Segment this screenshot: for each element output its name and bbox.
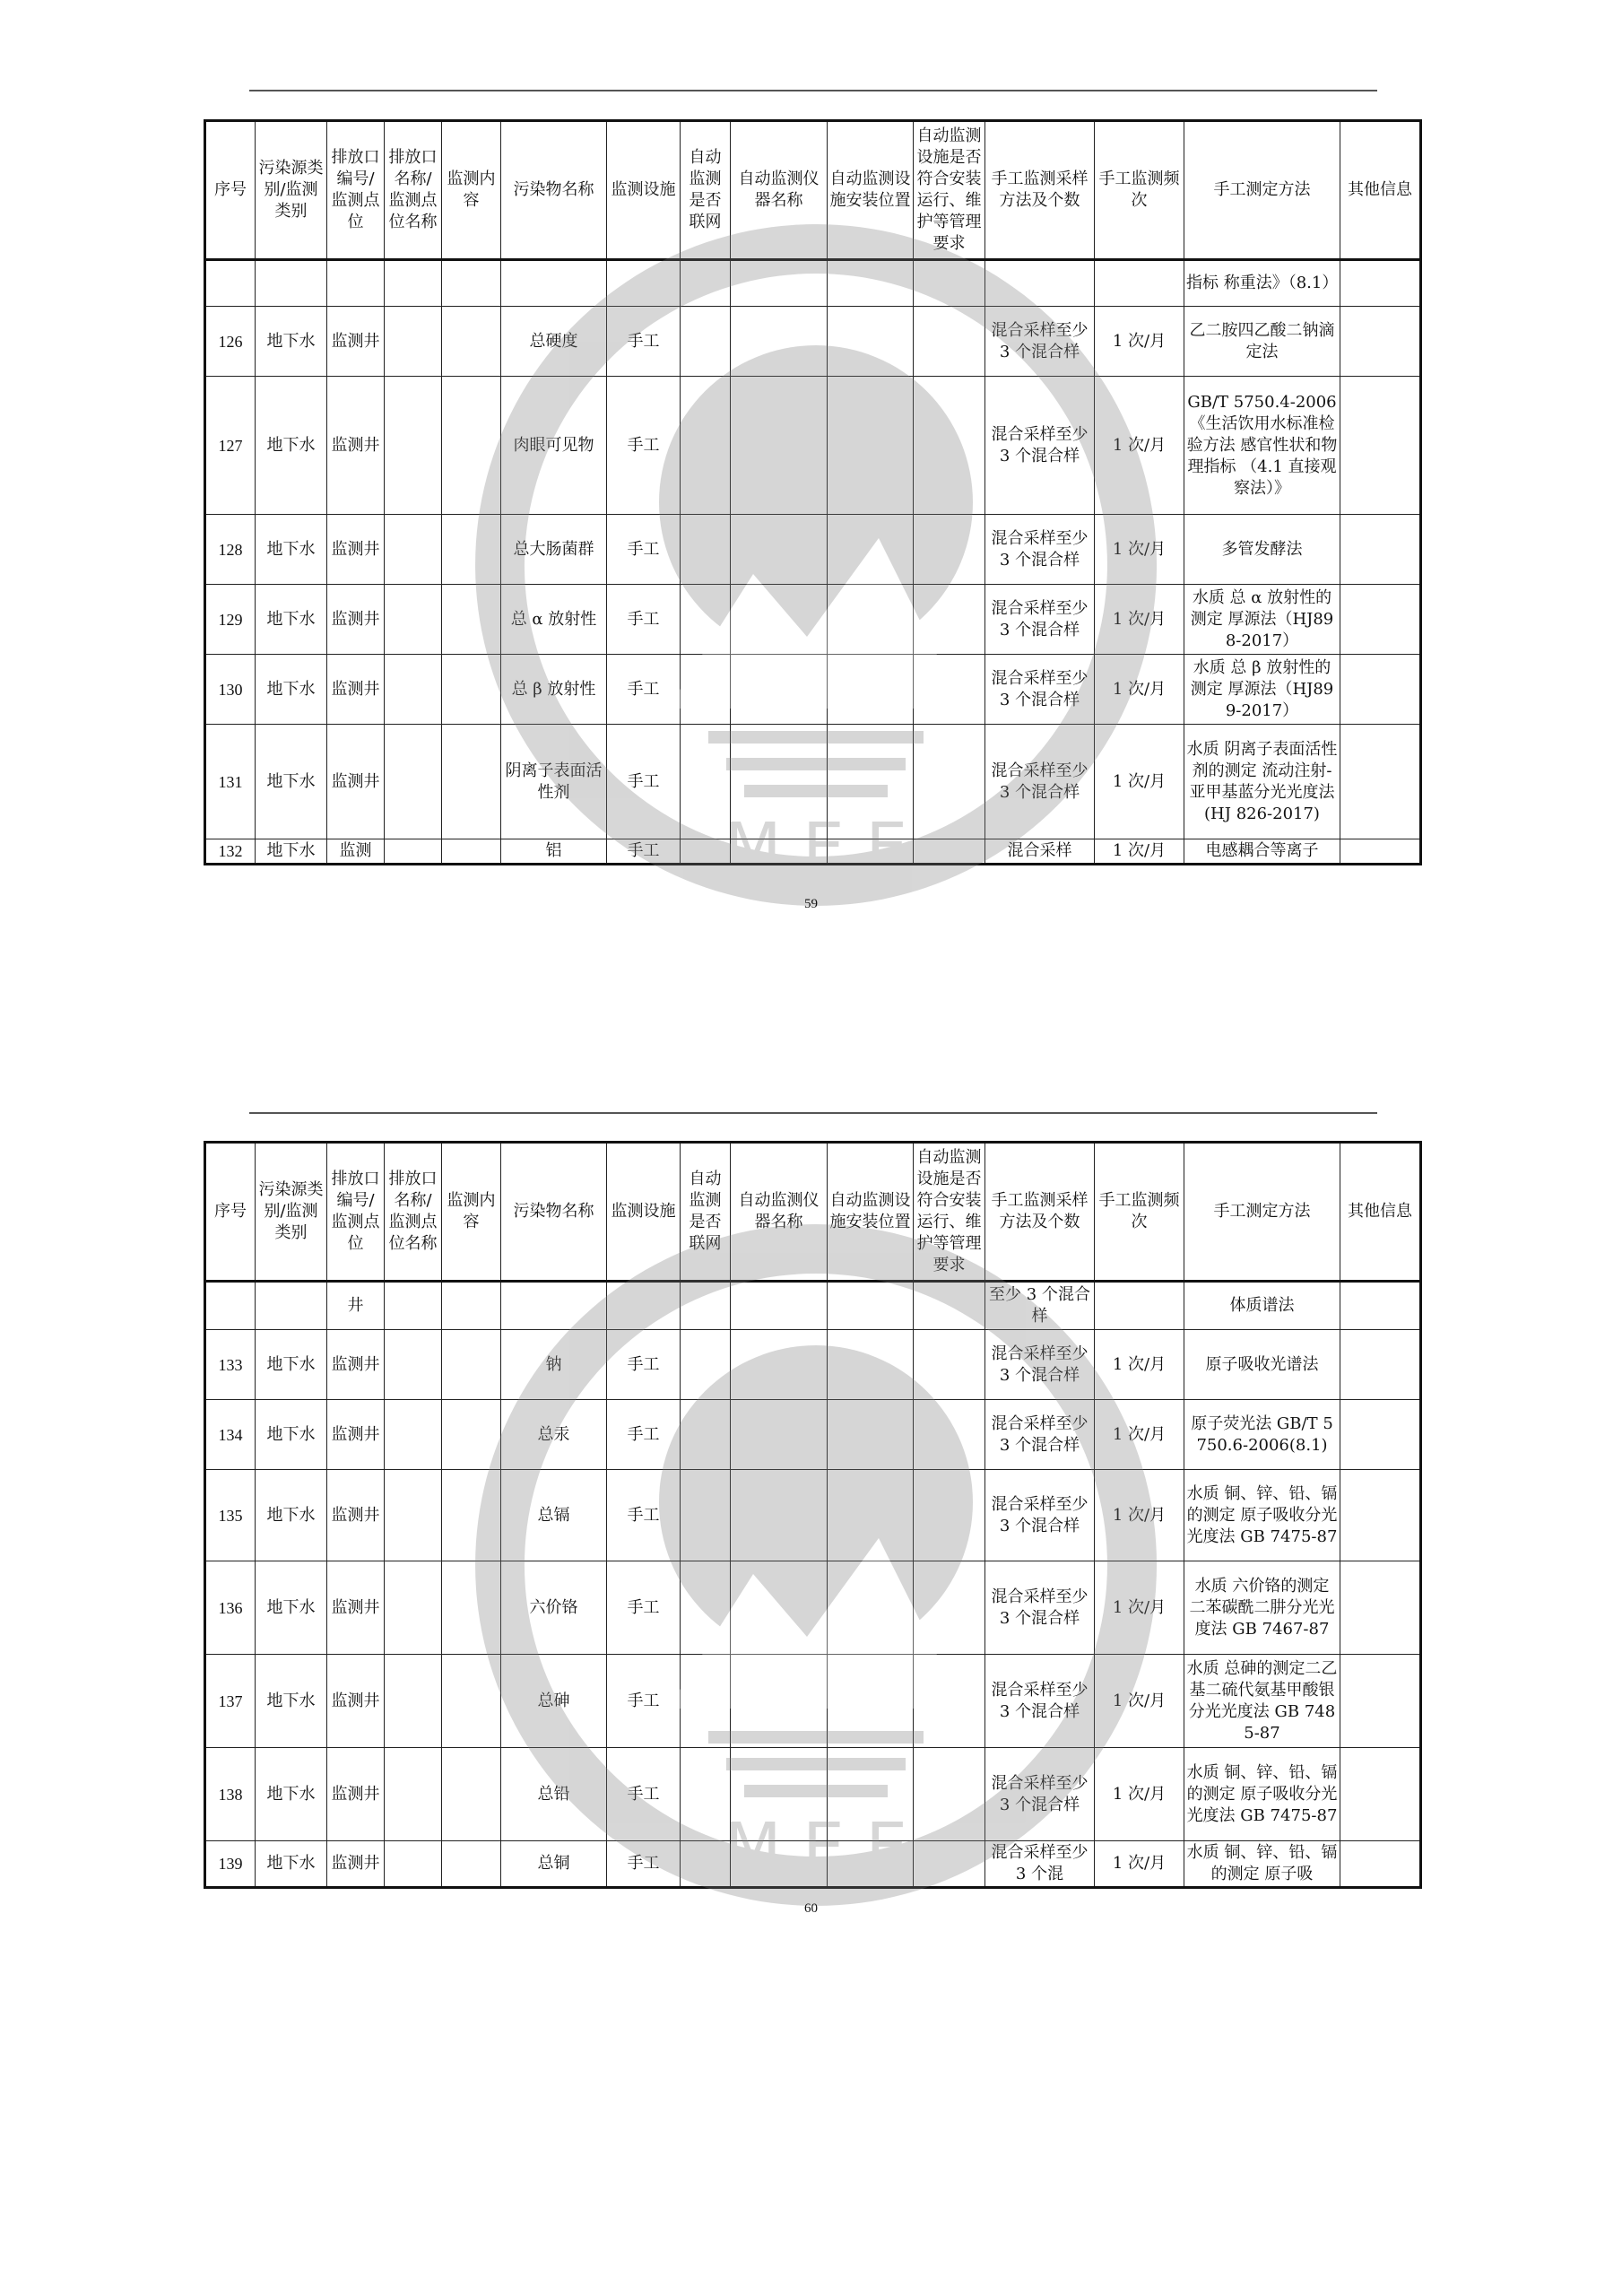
col-header: 其他信息 [1340,121,1421,260]
cell-pollutant: 总硬度 [501,307,607,377]
watermark-text: M E E [724,1809,908,1886]
cell-frequency: 1 次/月 [1095,1400,1184,1470]
cell-method: 指标 称重法》（8.1） [1184,260,1340,307]
cell-method: 原子吸收光谱法 [1184,1330,1340,1400]
table-row [205,307,1421,377]
page-60 [0,1112,1622,2296]
cell-no: 127 [205,377,256,515]
cell-method: 水质 六价铬的测定 二苯碳酰二肼分光光度法 GB 7467-87 [1184,1561,1340,1655]
col-header: 序号 [205,121,256,260]
cell-facility: 手工 [607,725,681,839]
cell-facility: 手工 [607,377,681,515]
col-header: 自动监测仪器名称 [731,121,828,260]
col-header: 手工监测采样方法及个数 [985,1143,1095,1282]
cell-sampling: 混合采样至少 3 个混合样 [985,307,1095,377]
col-header: 污染源类别/监测类别 [256,121,327,260]
cell-pollutant: 六价铬 [501,1561,607,1655]
col-header: 手工监测频次 [1095,1143,1184,1282]
col-header: 监测内容 [442,121,501,260]
cell-method: 水质 铜、锌、铅、镉的测定 原子吸收分光光度法 GB 7475-87 [1184,1470,1340,1561]
table-row [205,1841,1421,1888]
cell-method: 水质 铜、锌、铅、镉的测定 原子吸 [1184,1841,1340,1888]
cell-facility: 手工 [607,1470,681,1561]
col-header: 监测内容 [442,1143,501,1282]
cell-pollutant: 总铅 [501,1748,607,1841]
cell-no: 134 [205,1400,256,1470]
col-header: 监测设施 [607,121,681,260]
cell-category: 地下水 [256,1841,327,1888]
cell-sampling: 混合采样至少 3 个混合样 [985,515,1095,585]
table-row [205,585,1421,655]
cell-facility: 手工 [607,1841,681,1888]
cell-point: 监测井 [327,515,385,585]
table-row [205,1748,1421,1841]
cell-category: 地下水 [256,585,327,655]
cell-pollutant: 总大肠菌群 [501,515,607,585]
col-header: 手工监测频次 [1095,121,1184,260]
cell-method: 多管发酵法 [1184,515,1340,585]
col-header: 其他信息 [1340,1143,1421,1282]
cell-pollutant: 总镉 [501,1470,607,1561]
cell-category: 地下水 [256,655,327,725]
col-header: 自动监测是否联网 [681,1143,731,1282]
cell-point: 井 [327,1282,385,1330]
table-header [205,121,1421,260]
cell-sampling: 混合采样至少 3 个混合样 [985,585,1095,655]
cell-facility: 手工 [607,1561,681,1655]
cell-no: 139 [205,1841,256,1888]
cell-frequency: 1 次/月 [1095,1841,1184,1888]
cell-sampling: 混合采样至少 3 个混合样 [985,1330,1095,1400]
cell-no: 131 [205,725,256,839]
cell-method: 水质 总 α 放射性的测定 厚源法（HJ898-2017） [1184,585,1340,655]
cell-pollutant: 总砷 [501,1655,607,1748]
cell-pollutant: 总 β 放射性 [501,655,607,725]
col-header: 污染物名称 [501,1143,607,1282]
cell-no: 133 [205,1330,256,1400]
cell-facility: 手工 [607,1400,681,1470]
cell-facility: 手工 [607,307,681,377]
monitoring-table [204,1141,1422,1889]
cell-pollutant: 钠 [501,1330,607,1400]
cell-no: 135 [205,1470,256,1561]
cell-no: 130 [205,655,256,725]
col-header: 手工测定方法 [1184,1143,1340,1282]
col-header: 序号 [205,1143,256,1282]
cell-category: 地下水 [256,1655,327,1748]
cell-point: 监测井 [327,1470,385,1561]
cell-category: 地下水 [256,307,327,377]
cell-category: 地下水 [256,725,327,839]
cell-sampling: 混合采样至少 3 个混合样 [985,655,1095,725]
table-row [205,377,1421,515]
col-header: 排放口名称/监测点位名称 [385,1143,442,1282]
cell-method: 体质谱法 [1184,1282,1340,1330]
cell-no: 136 [205,1561,256,1655]
cell-point: 监测井 [327,1400,385,1470]
cell-point: 监测井 [327,725,385,839]
cell-point: 监测井 [327,585,385,655]
cell-method: 水质 总 β 放射性的测定 厚源法（HJ899-2017） [1184,655,1340,725]
cell-point: 监测井 [327,377,385,515]
cell-category: 地下水 [256,1748,327,1841]
cell-pollutant: 阴离子表面活性剂 [501,725,607,839]
col-header: 手工监测采样方法及个数 [985,121,1095,260]
cell-frequency: 1 次/月 [1095,655,1184,725]
cell-frequency: 1 次/月 [1095,515,1184,585]
col-header: 手工测定方法 [1184,121,1340,260]
col-header: 自动监测是否联网 [681,121,731,260]
cell-sampling: 至少 3 个混合样 [985,1282,1095,1330]
col-header: 排放口编号/监测点位 [327,121,385,260]
cell-pollutant: 总铜 [501,1841,607,1888]
table-row [205,1470,1421,1561]
cell-facility: 手工 [607,585,681,655]
cell-sampling: 混合采样至少 3 个混合样 [985,1748,1095,1841]
table-row [205,655,1421,725]
cell-sampling: 混合采样至少 3 个混合样 [985,1470,1095,1561]
cell-no: 126 [205,307,256,377]
col-header: 排放口编号/监测点位 [327,1143,385,1282]
col-header: 自动监测设施安装位置 [828,121,914,260]
watermark-text: M E E [724,809,908,886]
cell-frequency: 1 次/月 [1095,585,1184,655]
cell-facility: 手工 [607,1655,681,1748]
cell-pollutant: 总汞 [501,1400,607,1470]
cell-method: 电感耦合等离子 [1184,839,1340,865]
cell-pollutant: 铝 [501,839,607,865]
cell-point: 监测井 [327,655,385,725]
col-header: 监测设施 [607,1143,681,1282]
cell-no: 137 [205,1655,256,1748]
col-header: 自动监测设施安装位置 [828,1143,914,1282]
cell-category: 地下水 [256,1400,327,1470]
header-rule [249,1112,1377,1114]
cell-method: 水质 阴离子表面活性剂的测定 流动注射-亚甲基蓝分光光度法(HJ 826-2017) [1184,725,1340,839]
col-header: 自动监测设施是否符合安装运行、维护等管理要求 [914,121,985,260]
table-row [205,1400,1421,1470]
table-row [205,725,1421,839]
cell-point: 监测 [327,839,385,865]
col-header: 污染源类别/监测类别 [256,1143,327,1282]
col-header: 自动监测仪器名称 [731,1143,828,1282]
table-row [205,515,1421,585]
cell-method: 水质 铜、锌、铅、镉的测定 原子吸收分光光度法 GB 7475-87 [1184,1748,1340,1841]
cell-frequency: 1 次/月 [1095,725,1184,839]
cell-category: 地下水 [256,839,327,865]
cell-pollutant: 肉眼可见物 [501,377,607,515]
table-row-continued [205,1282,1421,1330]
table-row [205,1561,1421,1655]
cell-no: 138 [205,1748,256,1841]
table-row [205,1330,1421,1400]
cell-facility: 手工 [607,515,681,585]
table-row-continued [205,260,1421,307]
cell-category: 地下水 [256,515,327,585]
page-number: 59 [804,897,818,911]
cell-frequency: 1 次/月 [1095,1561,1184,1655]
cell-sampling: 混合采样至少 3 个混合样 [985,725,1095,839]
cell-point: 监测井 [327,1748,385,1841]
cell-facility: 手工 [607,1330,681,1400]
cell-facility: 手工 [607,655,681,725]
cell-sampling: 混合采样 [985,839,1095,865]
cell-category: 地下水 [256,1561,327,1655]
cell-point: 监测井 [327,307,385,377]
cell-pollutant: 总 α 放射性 [501,585,607,655]
cell-frequency: 1 次/月 [1095,1330,1184,1400]
cell-point: 监测井 [327,1330,385,1400]
cell-method: 原子荧光法 GB/T 5750.6-2006(8.1) [1184,1400,1340,1470]
cell-sampling: 混合采样至少 3 个混 [985,1841,1095,1888]
cell-sampling: 混合采样至少 3 个混合样 [985,1561,1095,1655]
cell-point: 监测井 [327,1561,385,1655]
cell-point: 监测井 [327,1841,385,1888]
cell-frequency: 1 次/月 [1095,839,1184,865]
cell-category: 地下水 [256,377,327,515]
cell-frequency: 1 次/月 [1095,307,1184,377]
cell-method: GB/T 5750.4-2006《生活饮用水标准检验方法 感官性状和物理指标 （4.1 直接观察法）》 [1184,377,1340,515]
cell-frequency: 1 次/月 [1095,1470,1184,1561]
cell-category: 地下水 [256,1330,327,1400]
table-row [205,839,1421,865]
cell-frequency: 1 次/月 [1095,1655,1184,1748]
page-number: 60 [804,1901,818,1916]
cell-facility: 手工 [607,839,681,865]
header-rule [249,90,1377,91]
cell-point: 监测井 [327,1655,385,1748]
cell-no: 129 [205,585,256,655]
cell-frequency: 1 次/月 [1095,1748,1184,1841]
table-row [205,1655,1421,1748]
cell-sampling: 混合采样至少 3 个混合样 [985,377,1095,515]
cell-frequency: 1 次/月 [1095,377,1184,515]
monitoring-table [204,119,1422,865]
cell-no: 128 [205,515,256,585]
cell-facility: 手工 [607,1748,681,1841]
col-header: 污染物名称 [501,121,607,260]
table-header [205,1143,1421,1282]
cell-category: 地下水 [256,1470,327,1561]
col-header: 排放口名称/监测点位名称 [385,121,442,260]
cell-no: 132 [205,839,256,865]
cell-method: 水质 总砷的测定二乙基二硫代氨基甲酸银分光光度法 GB 7485-87 [1184,1655,1340,1748]
col-header: 自动监测设施是否符合安装运行、维护等管理要求 [914,1143,985,1282]
cell-sampling: 混合采样至少 3 个混合样 [985,1400,1095,1470]
cell-method: 乙二胺四乙酸二钠滴定法 [1184,307,1340,377]
cell-sampling: 混合采样至少 3 个混合样 [985,1655,1095,1748]
